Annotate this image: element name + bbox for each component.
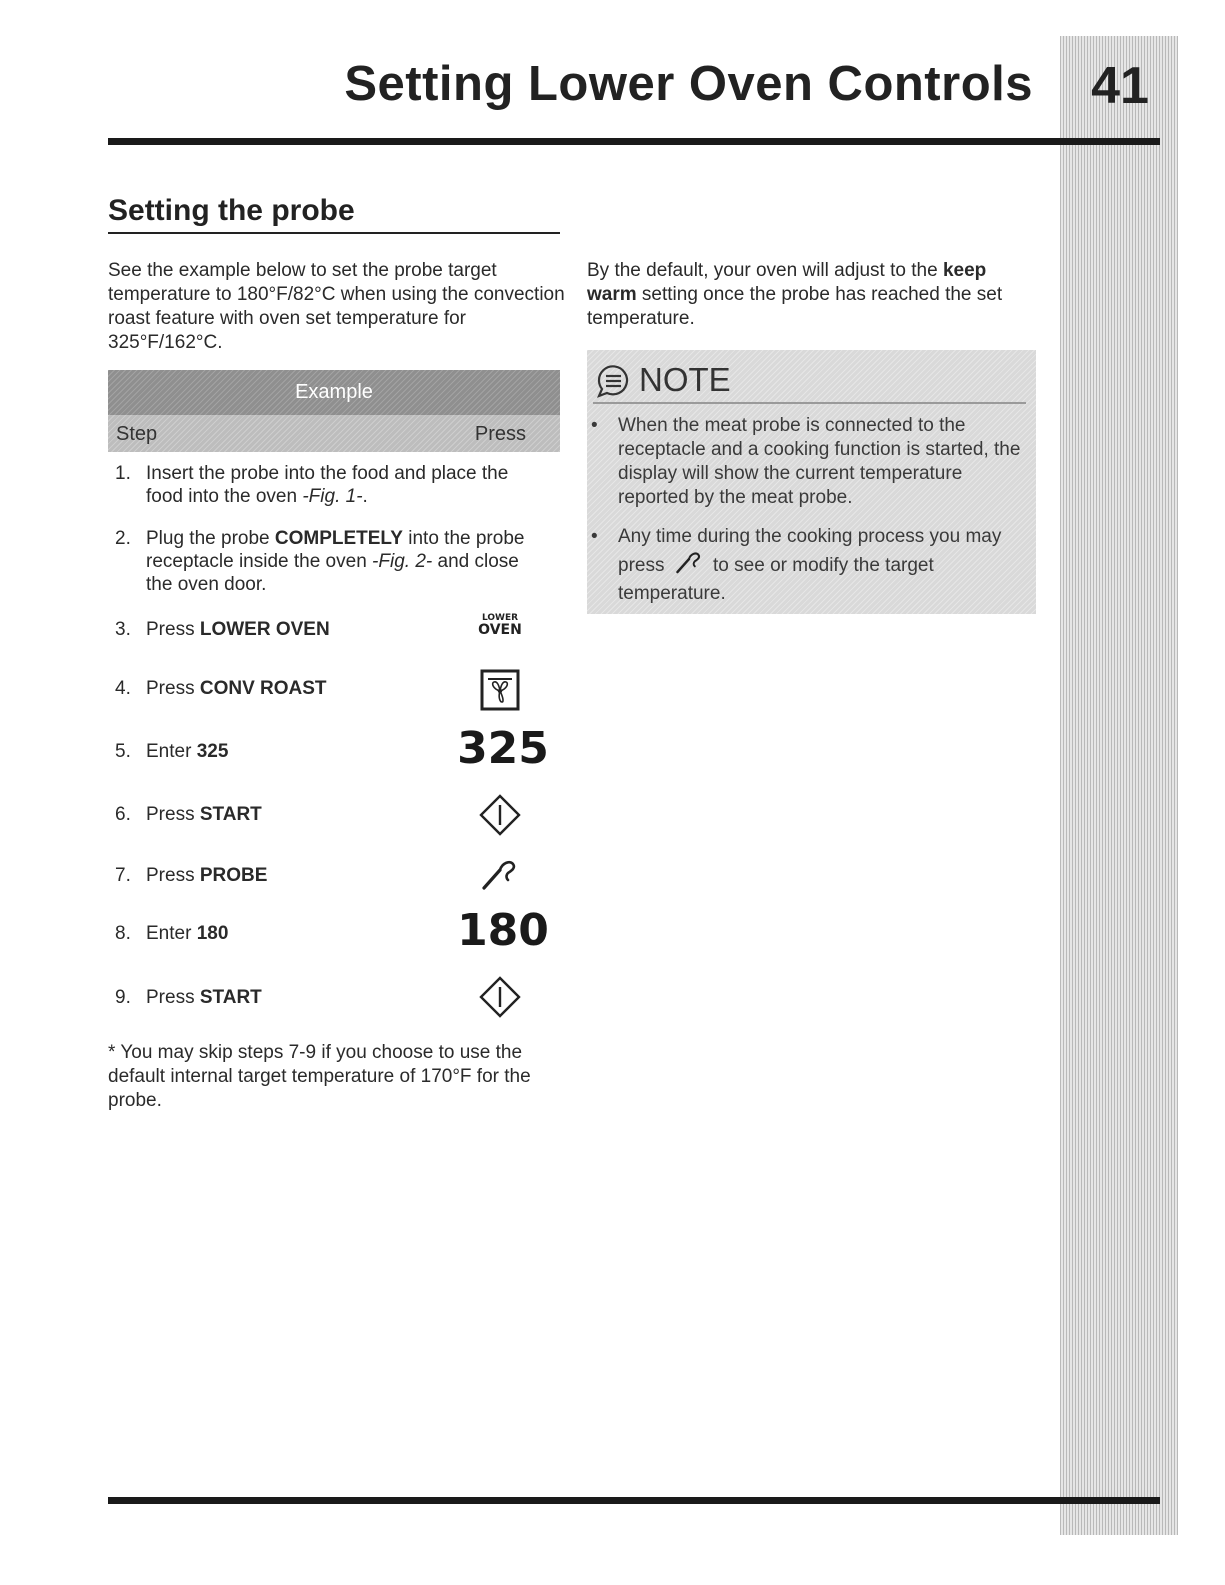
- step-9: 9. Press START: [115, 987, 262, 1008]
- page-title: Setting Lower Oven Controls: [344, 57, 1033, 111]
- step-number: 3.: [115, 619, 131, 640]
- step-number: 7.: [115, 865, 131, 886]
- step-7: 7. Press PROBE: [115, 865, 268, 886]
- note-item-2: • Any time during the cooking process you may press to see or modify the target temperature.: [591, 526, 1002, 604]
- display-180: 180: [457, 905, 549, 956]
- bullet: •: [591, 526, 598, 547]
- page-number: 41: [1091, 57, 1149, 115]
- note-title: NOTE: [639, 361, 731, 398]
- section-title: Setting the probe: [108, 194, 560, 234]
- intro-paragraph: See the example below to set the probe target temperature to 180°F/82°C when using the convection roast feature with oven set temperature for 325°F/162°C.: [108, 260, 565, 353]
- note-heading: [595, 360, 731, 400]
- footer-rule: [108, 1497, 1160, 1504]
- step-number: 8.: [115, 923, 131, 944]
- example-title: Example: [108, 370, 560, 415]
- step-4: 4. Press CONV ROAST: [115, 678, 327, 699]
- bullet: •: [591, 415, 598, 436]
- step-number: 2.: [115, 528, 131, 549]
- note-item-1: • When the meat probe is connected to the receptacle and a cooking function is started, the display will show the current temperature reported by the meat probe.: [591, 415, 1021, 508]
- step-1: 1. Insert the probe into the food and place the food into the oven -Fig. 1-.: [115, 463, 509, 507]
- step-number: 5.: [115, 741, 131, 762]
- step-number: 9.: [115, 987, 131, 1008]
- step-3: 3. Press LOWER OVEN: [115, 619, 330, 640]
- note-icon: [595, 364, 631, 407]
- probe-icon: [440, 856, 560, 897]
- step-number: 4.: [115, 678, 131, 699]
- footnote: * You may skip steps 7-9 if you choose to use the default internal target temperature of 170°F for the probe.: [108, 1042, 531, 1111]
- step-5: 5. Enter 325: [115, 741, 229, 762]
- note-box: [587, 350, 1036, 614]
- header-rule: [108, 138, 1160, 145]
- probe-icon: [672, 549, 706, 582]
- display-325: 325: [457, 723, 549, 774]
- step-8: 8. Enter 180: [115, 923, 229, 944]
- note-divider: [593, 402, 1026, 404]
- start-icon: [440, 793, 560, 842]
- lower-oven-button-icon: LOWER OVEN: [478, 613, 522, 638]
- column-press: Press: [474, 423, 526, 445]
- step-2: 2. Plug the probe COMPLETELY into the probe receptacle inside the oven -Fig. 2- and close the oven door.: [115, 528, 525, 595]
- keep-warm-paragraph: By the default, your oven will adjust to the keep warm setting once the probe has reached the set temperature.: [587, 260, 1003, 329]
- start-icon: [440, 975, 560, 1024]
- step-number: 6.: [115, 804, 131, 825]
- step-number: 1.: [115, 463, 131, 484]
- side-tab: [1060, 36, 1178, 1535]
- step-6: 6. Press START: [115, 804, 262, 825]
- column-step: Step: [116, 423, 158, 445]
- example-table-header: [108, 370, 560, 452]
- convection-fan-icon: [440, 669, 560, 716]
